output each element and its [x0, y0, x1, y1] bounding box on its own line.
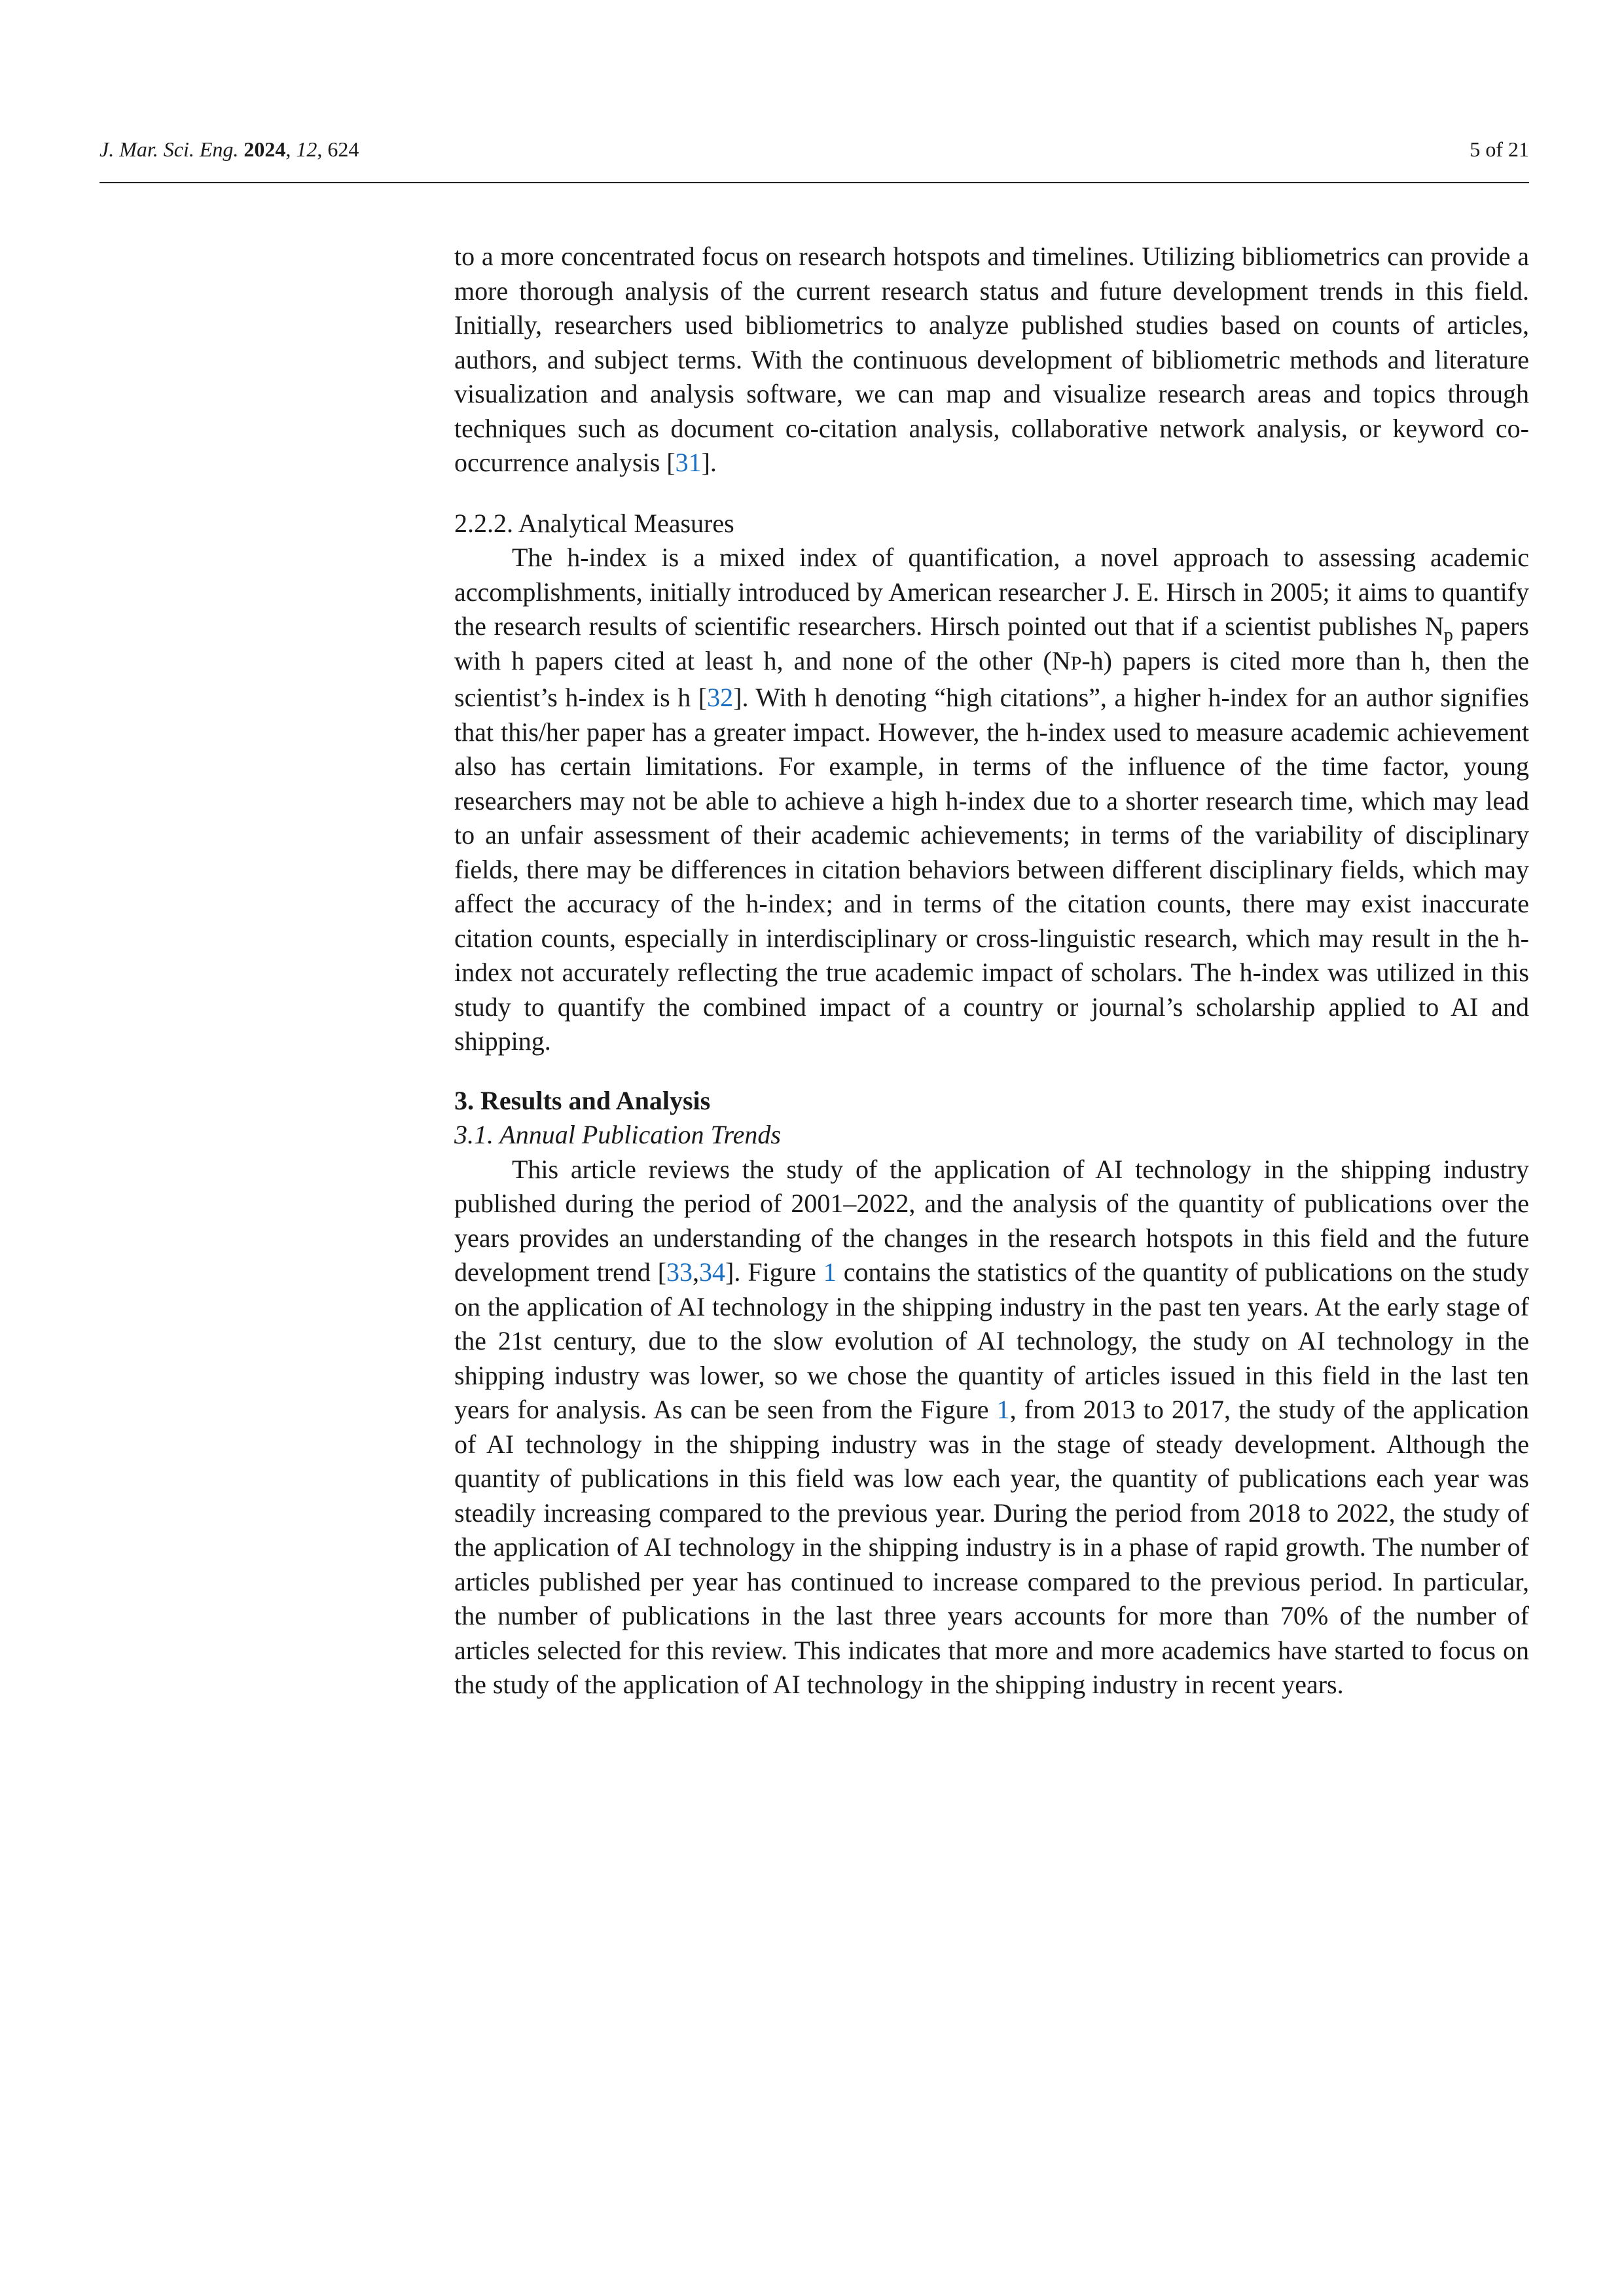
paragraph-text: ]. Figure: [725, 1257, 823, 1287]
subscript-p-upper: P: [1070, 652, 1082, 674]
subsection-heading-analytical-measures: 2.2.2. Analytical Measures: [454, 508, 734, 538]
paragraph-h-index: [454, 541, 1529, 1059]
paragraph-bibliometrics: [454, 240, 1529, 480]
citation-link-32[interactable]: 32: [707, 683, 734, 712]
main-text: [454, 240, 1529, 1702]
header-rule: [99, 182, 1529, 183]
paragraph-annual-trends: [454, 1153, 1529, 1702]
subsection-heading-annual-trends: 3.1. Annual Publication Trends: [454, 1120, 781, 1149]
journal-citation: J. Mar. Sci. Eng. 2024, 12, 624: [99, 137, 359, 161]
paragraph-text: papers with h papers cited at least h, and none of the other (N: [454, 611, 1529, 675]
paragraph-text: to a more concentrated focus on research hotspots and timelines. Utilizing bibliometrics can provide a more thorough analysis of the current research status and future development trends in this field. Initially, researchers used bibliometrics to analyze published studies based on counts of articles, authors, and subject terms. With the continuous development of bibliometric methods and literature visualization and analysis software, we can map and visualize research areas and topics through techniques such as document co-citation analysis, collaborative network analysis, or keyword co-occurrence analysis [: [454, 242, 1529, 477]
paragraph-text: ]. With h denoting “high citations”, a higher h-index for an author signifies that this/her paper has a greater impact. However, the h-index used to measure academic achievement also has certain limitations. For example, in terms of the influence of the time factor, young researchers may not be able to achieve a high h-index due to a shorter research time, which may lead to an unfair assessment of their academic achievements; in terms of the variability of disciplinary fields, there may be differences in citation behaviors between different disciplinary fields, which may affect the accuracy of the h-index; and in terms of the citation counts, there may exist inaccurate citation counts, especially in interdisciplinary or cross-linguistic research, which may result in the h-index not accurately reflecting the true academic impact of scholars. The h-index was utilized in this study to quantify the combined impact of a country or journal’s scholarship applied to AI and shipping.: [454, 683, 1529, 1056]
journal-year: 2024: [244, 137, 286, 161]
paragraph-text: , from 2013 to 2017, the study of the application of AI technology in the shipping industry was in the stage of steady development. Although the quantity of publications in this field was low each year, the quantity of publications each year was steadily increasing compared to the previous year. During the period from 2018 to 2022, the study of the application of AI technology in the shipping industry is in a phase of rapid growth. The number of articles published per year has continued to increase compared to the previous period. In particular, the number of publications in the last three years accounts for more than 70% of the number of articles selected for this review. This indicates that more and more academics have started to focus on the study of the application of AI technology in the shipping industry in recent years.: [454, 1395, 1529, 1699]
citation-link-34[interactable]: 34: [699, 1257, 726, 1287]
figure-link-1[interactable]: 1: [823, 1257, 837, 1287]
figure-link-1[interactable]: 1: [996, 1395, 1010, 1424]
paragraph-text: This article reviews the study of the application of AI technology in the shipping industry published during the period of 2001–2022, and the analysis of the quantity of publications over the years provides an understanding of the changes in the research hotspots in this field and the future development trend [: [454, 1154, 1529, 1287]
paragraph-text: contains the statistics of the quantity of publications on the study on the application of AI technology in the shipping industry in the past ten years. At the early stage of the 21st century, due to the slow evolution of AI technology, the study on AI technology in the shipping industry was lower, so we chose the quantity of articles issued in this field in the last ten years for analysis. As can be seen from the Figure: [454, 1257, 1529, 1424]
paragraph-text: -h) papers is cited more than h, then the scientist’s h-index is h [: [454, 645, 1529, 712]
paragraph-text: The h-index is a mixed index of quantification, a novel approach to assessing academic accomplishments, initially introduced by American researcher J. E. Hirsch in 2005; it aims to quantify the research results of scientific researchers. Hirsch pointed out that if a scientist publishes N: [454, 543, 1529, 641]
citation-link-31[interactable]: 31: [675, 448, 702, 477]
journal-volume: 12: [296, 137, 317, 161]
subscript-p: p: [1443, 625, 1453, 645]
page-number: 5 of 21: [1470, 137, 1529, 161]
article-number: 624: [327, 137, 359, 161]
citation-link-33[interactable]: 33: [666, 1257, 693, 1287]
paragraph-text-end: ].: [701, 448, 717, 477]
section-heading-results: 3. Results and Analysis: [454, 1085, 711, 1115]
citation-comma: ,: [693, 1257, 700, 1287]
journal-name: J. Mar. Sci. Eng.: [99, 137, 239, 161]
